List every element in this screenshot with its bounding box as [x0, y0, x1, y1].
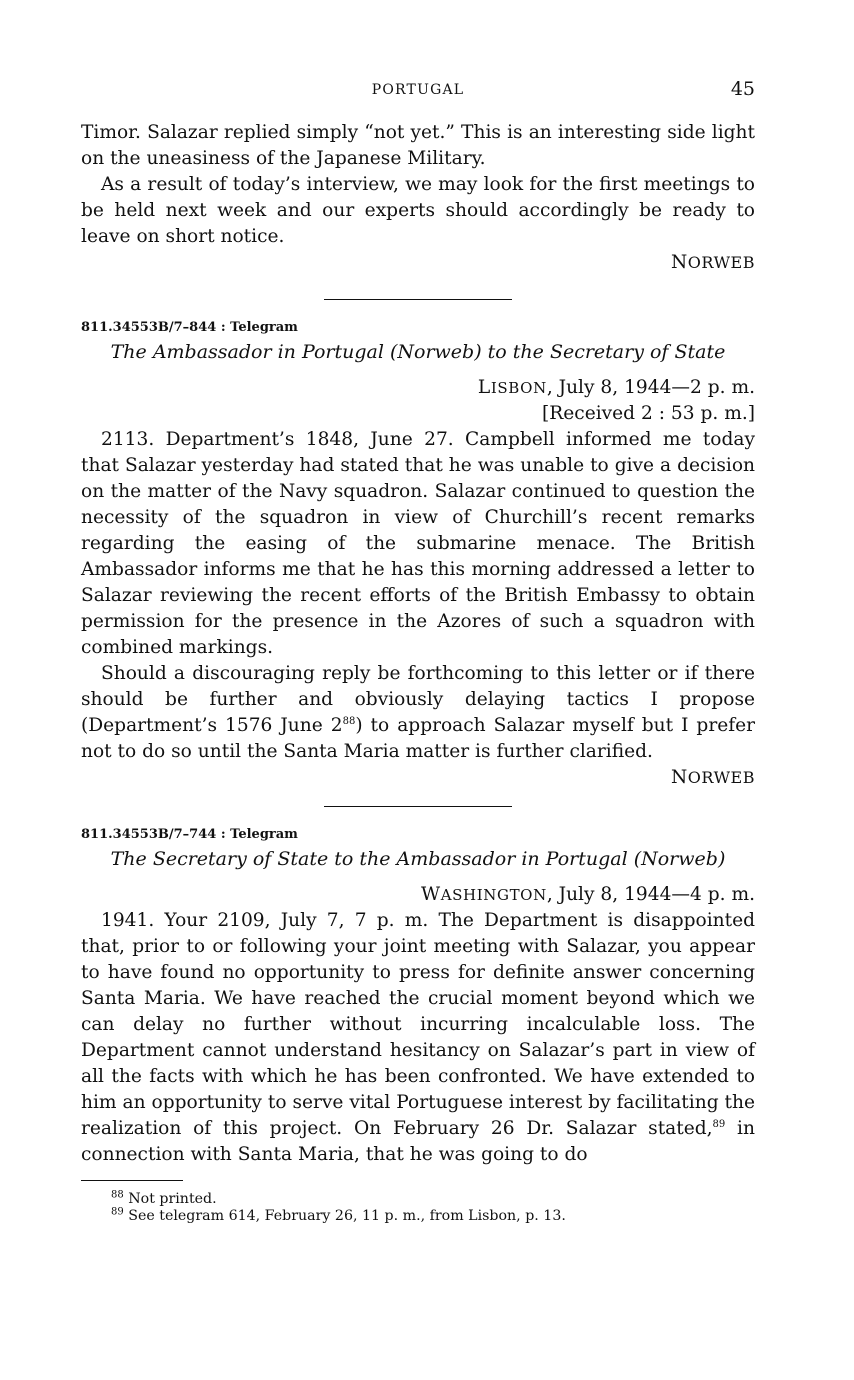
paragraph-text: 1941. Your 2109, July 7, 7 p. m. The Department is disappointed that, prior to or following your joint meeting with Salazar, you appear to have found no opportunity to press for definite answer concerning Santa Maria. We have reached the crucial moment beyond which we can delay no further without incurring incalculable loss. The Department cannot understand hesitancy on Salazar’s part in view of all the facts with which he has been confronted. We have extended to him an opportunity to serve vital Portuguese interest by facilitating the realization of this project. On February 26 Dr. Salazar stated,	[81, 910, 755, 1139]
title-text: ) to the Secretary of State	[474, 341, 726, 363]
footnote-ref-89: 89	[712, 1118, 726, 1130]
date-text: , July 8, 1944—2 p. m.	[546, 377, 755, 398]
paragraph-text: ) to approach Salazar myself but I prefer not to do so until the Santa Maria matter is further clarified.	[81, 715, 755, 762]
paragraph-text: Should a discouraging reply be forthcoming to this letter or if there should be further and obviously delaying tactics I propose (Department’s 1576 June 2	[81, 663, 755, 736]
running-title: PORTUGAL	[371, 82, 465, 98]
signature-rest: ORWEB	[687, 253, 755, 272]
received-line: [Received 2 : 53 p. m.]	[542, 403, 755, 424]
file-reference-1: 811.34553B/7–844 : Telegram	[81, 320, 298, 335]
place-rest: ASHINGTON	[440, 886, 547, 904]
running-head	[81, 78, 755, 102]
footnote-mark: 89	[111, 1206, 124, 1218]
title-name: Norweb	[641, 848, 718, 870]
signature-norweb-1	[81, 250, 755, 276]
place-initial: W	[421, 884, 441, 905]
document-title-1	[81, 337, 755, 367]
date-text: , July 8, 1944—4 p. m.	[546, 884, 755, 905]
place-name	[478, 379, 547, 397]
footnote-text: Not printed.	[123, 1191, 217, 1207]
intro-paragraph-1: Timor. Salazar replied simply “not yet.” This is an interesting side light on the uneasiness of the Japanese Military.	[81, 122, 755, 169]
footnote-88	[81, 1191, 755, 1208]
page-body	[81, 120, 755, 1225]
title-text: The Ambassador in Portugal (	[110, 341, 398, 363]
doc1-paragraph-2	[81, 661, 755, 765]
signature-norweb-2	[81, 765, 755, 791]
footnote-ref-88: 88	[342, 715, 356, 727]
signature-rest: ORWEB	[687, 768, 755, 787]
footnote-text: See telegram 614, February 26, 11 p. m., from Lisbon, p. 13.	[123, 1208, 566, 1224]
title-name: Norweb	[397, 341, 475, 363]
doc2-paragraph-1	[81, 908, 755, 1168]
signature-initial: N	[671, 252, 688, 273]
signature-initial: N	[671, 767, 688, 788]
paragraph-text: in connection with Santa Maria, that he was going to do	[81, 1118, 755, 1165]
doc1-paragraph-1: 2113. Department’s 1848, June 27. Campbell informed me today that Salazar yesterday had stated that he was unable to give a decision on the matter of the Navy squadron. Salazar continued to question the necessity of the squadron in view of Churchill’s recent remarks regarding the easing of the submarine menace. The British Ambassador informs me that he has this morning addressed a letter to Salazar reviewing the recent efforts of the British Embassy to obtain permission for the presence in the Azores of such a squadron with combined markings.	[81, 429, 755, 658]
document-title-2	[81, 844, 755, 874]
dateline-2	[81, 882, 755, 908]
title-text: The Secretary of State to the Ambassador in Portugal (	[110, 848, 642, 870]
page-number: 45	[730, 78, 755, 100]
place-rest: ISBON	[490, 379, 547, 397]
title-text: )	[717, 848, 726, 870]
footnote-mark: 88	[111, 1189, 124, 1201]
footnote-89	[81, 1208, 755, 1225]
place-initial: L	[477, 377, 491, 398]
dateline-1	[81, 375, 755, 401]
file-reference-2: 811.34553B/7–744 : Telegram	[81, 827, 298, 842]
intro-paragraph-2: As a result of today’s interview, we may look for the first meetings to be held next week and our experts should accordingly be ready to leave on short notice.	[81, 174, 755, 247]
place-name	[421, 886, 547, 904]
